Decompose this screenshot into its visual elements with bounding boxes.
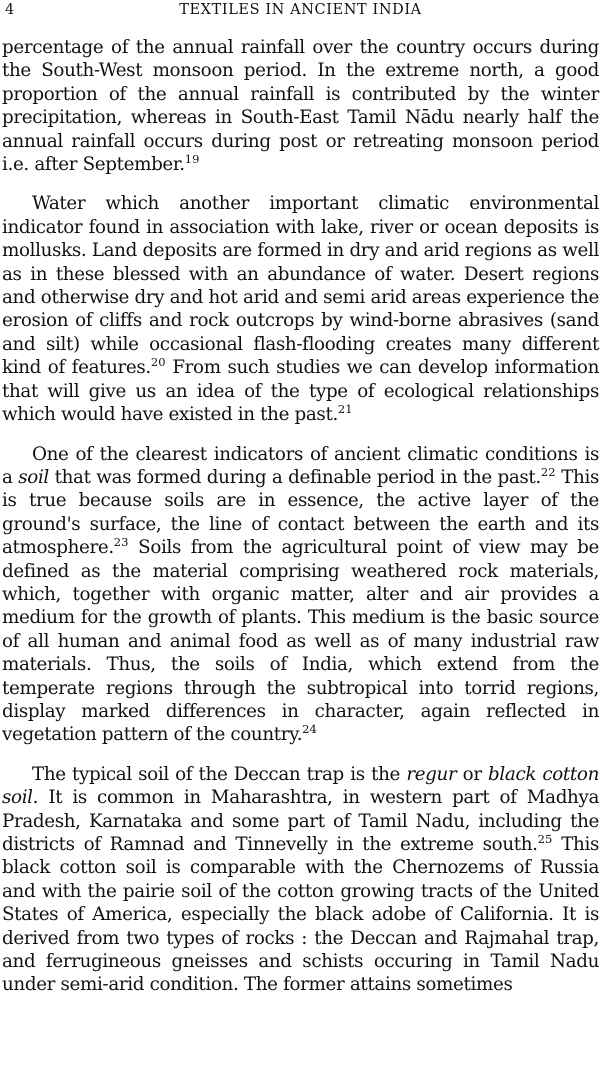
page-number: 4	[5, 2, 15, 18]
paragraph-text: This black cotton soil is comparable with the Chernozems of Russia and with the pairie soil of the cotton growing tracts of the United States of America, especially the black adobe of California. It is derived from two types of rocks : the Deccan and Rajmahal trap, and ferrugineous gneisses and schists occuring in Tamil Nadu under semi-arid condition. The former attains sometimes	[2, 834, 600, 996]
paragraph-text: The typical soil of the Deccan trap is the	[32, 763, 407, 785]
paragraph-text: From such studies we can develop information that will give us an idea of the type of ecological relationships which would have existed in the past.	[2, 357, 599, 426]
italic-term: soil	[18, 466, 49, 488]
paragraph-text: Soils from the agricultural point of view may be defined as the material comprising weathered rock materials, which, together with organic matter, alter and air provides a medium for the growth of plants. This medium is the basic source of all human and animal food as well as of many industrial raw materials. Thus, the soils of India, which extend from the temperate regions through the subtropical into torrid regions, display marked differences in character, again reflected in vegetation pattern of the country.	[2, 537, 599, 746]
footnote-reference: 19	[184, 152, 200, 167]
footnote-reference: 20	[150, 355, 166, 370]
paragraph-text: Water which another important climatic environmental indicator found in association with lake, river or ocean deposits is mollusks. Land deposits are formed in dry and arid regions as well as in these blessed with an abundance of water. Desert regions and otherwise dry and hot arid and semi arid areas experience the erosion of cliffs and rock outcrops by wind-borne abrasives (sand and silt) while occasional flash-flooding creates many different kind of features.	[2, 193, 599, 379]
body-paragraph	[2, 192, 599, 426]
running-title: TEXTILES IN ANCIENT INDIA	[179, 2, 422, 18]
footnote-reference: 22	[540, 464, 556, 479]
paragraph-text: or	[456, 763, 489, 785]
body-paragraph	[2, 763, 599, 997]
italic-term: regur	[406, 763, 457, 785]
paragraph-text: This is true because soils are in essence, the active layer of the ground's surface, the line of contact between the earth and its atmosphere.	[2, 466, 600, 559]
paragraph-text: that was formed during a definable period in the past.	[48, 466, 541, 488]
paragraph-text: One of the clearest indicators of ancient climatic conditions is a	[2, 443, 599, 488]
footnote-reference: 23	[113, 535, 129, 550]
footnote-reference: 21	[337, 402, 353, 417]
footnote-reference: 24	[302, 722, 317, 737]
footnote-reference: 25	[537, 832, 553, 846]
body-paragraph	[2, 443, 599, 747]
paragraph-text: It is common in Maharashtra, in western part of Madhya Pradesh, Karnataka and some part of Tamil Nadu, including the districts of Ramnad and Tinnevelly in the extreme south.	[2, 787, 599, 855]
italic-term: black cotton soil.	[2, 763, 600, 809]
paragraph-text: percentage of the annual rainfall over the country occurs during the South-West monsoon period. In the extreme north, a good proportion of the annual rainfall is contributed by the winter precipitation, whereas in South-East Tamil Nādu nearly half the annual rainfall occurs during post or retreating monsoon period i.e. after September.	[2, 37, 599, 176]
running-header	[2, 0, 599, 26]
body-paragraph	[2, 36, 599, 176]
body-text	[2, 36, 599, 997]
